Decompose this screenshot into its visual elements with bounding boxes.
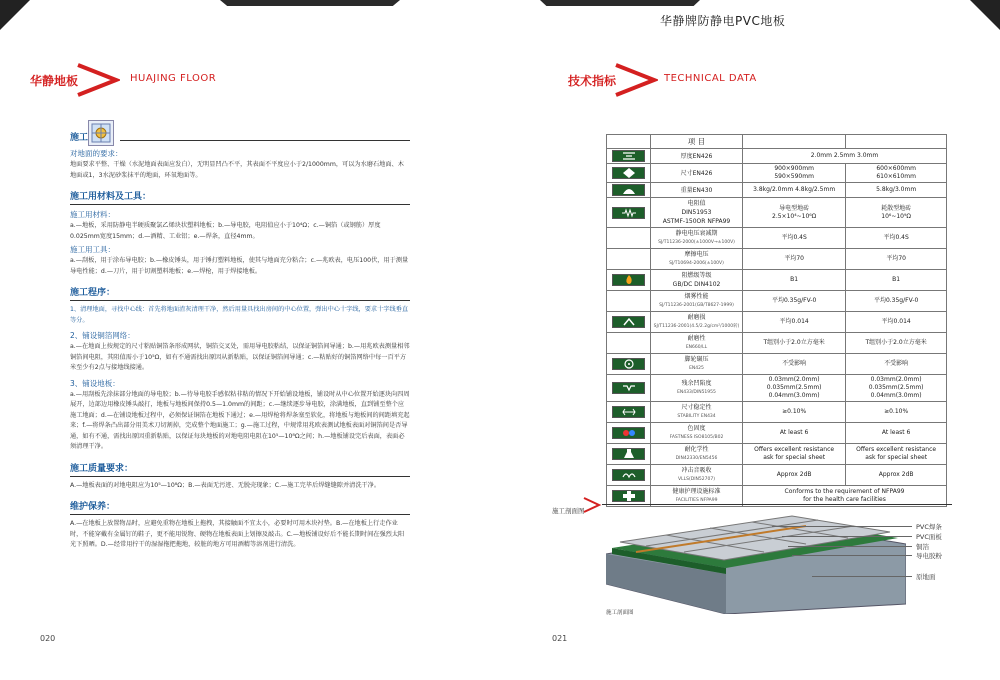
weight-icon [612,184,645,196]
row-name [651,198,743,228]
size-icon [612,167,645,179]
row-value-2: 平均70 [846,249,947,270]
row-value-1: 3.8kg/2.0mm 4.8kg/2.5mm [743,183,846,198]
row-name [651,270,743,291]
tools-text: a.—刮板，用于涂布导电胶；b.—橡皮锤头，用于锤打塑料地板，使其与地面充分粘合；c.—兆欧表，电压100伏，用于测量导电性能；d.—刀片，用于切割塑料地板；e.—焊枪，用于焊接地板。 [70,257,409,275]
stability-icon [612,406,645,418]
row-name [651,402,743,423]
row-icon-cell [607,183,651,198]
row-value-2: 平均0.4S [846,228,947,249]
row-standard: EN425 [689,366,704,371]
row-standard: SJ/T10694-2006(±100V) [669,261,724,266]
left-section-en: HUAJING FLOOR [130,73,217,84]
row-icon-cell [607,312,651,333]
top-bar-right [540,0,700,6]
row-standard: SJ/T11236-2001(4.5/2.2g/cm²/1000转) [653,324,740,329]
layer-label: 原地面 [916,573,936,581]
row-standard: EN433/DIN51955 [677,390,716,395]
row-value-1: Offers excellent resistance ask for special sheet [743,444,846,465]
row-standard: FASTNESS ISO8105/B02 [669,435,724,440]
title-fragment: 施工 [70,133,89,143]
table-header: 项 目 [651,135,743,149]
step-3-text: a.—用刮板先涂抹部分地面的导电胶；b.—待导电胶手感似粘非粘的情况下开始铺设地板，铺设时从中心位置开始逐块向四周展开，边部边用橡皮锤头敲打，地板与地板间保持0.5—1.0mm的间距；c.—继续逐步导电胶，涂满地板，直到铺至整个应施工地面；d.—在铺设地板过程中，必须保证铜箔在地板下通过；e.—用焊枪将焊条塞至软化，将地板与地板间的间距填充起来；f.—将焊条凸出部分用美术刀切割掉，完成整个地面施工；g.—施工过程，中规常用兆欧表测试地板表面对铜箔间是否导通，如有不通，需找出原因重新粘贴，以保证每块地板的对地电阻电阻在10⁵—10⁸Ω之间；h.—地板铺设完后表面，表面必须清理干净。 [70,390,410,450]
row-icon-cell [607,423,651,444]
row-icon-cell [607,164,651,183]
row-name-text: 色固度 [687,425,706,432]
row-name [651,149,743,164]
row-name-text: 厚度EN426 [680,152,713,160]
row-name [651,164,743,183]
row-icon-cell [607,198,651,228]
row-value-2: 平均0.35g/FV-0 [846,291,947,312]
top-bar-left [220,0,400,6]
row-name [651,423,743,444]
floor-layers-illustration [606,514,906,614]
left-section-heading [30,60,290,100]
row-value-2: Approx 2dB [846,465,947,486]
chevron-icon [582,496,602,514]
leader-line [782,536,912,537]
table-row [607,228,947,249]
row-icon-cell [607,249,651,270]
table-row [607,465,947,486]
table-row [607,444,947,465]
row-icon-cell [607,228,651,249]
row-name-text: 烟雾性能 [684,293,709,300]
layer-label: PVC面板 [916,533,942,541]
table-row [607,270,947,291]
chemical-icon [612,448,645,460]
leader-line [788,546,912,547]
materials-sub: 施工用材料： [70,210,115,219]
table-row [607,149,947,164]
row-value-2: Offers excellent resistance ask for special sheet [846,444,947,465]
row-value-1: 平均0.35g/FV-0 [743,291,846,312]
fire-icon [612,274,645,286]
row-icon-cell [607,402,651,423]
table-row [607,312,947,333]
materials-text: a.—地板，采用防静电半硬质聚氯乙烯块状塑料地板；b.—导电胶，电阻值应小于10⁴Ω；c.—铜箔（或钢筋）厚度0.025mm宽度15mm；d.—酒精、工业铝；e.—焊条，直径4mm。 [70,222,381,240]
row-value-1: B1 [743,270,846,291]
row-value-2: 耗散型地砖 10⁶~10⁹Ω [846,198,947,228]
logo-icon [88,120,114,146]
row-value-1: Approx 2dB [743,465,846,486]
row-standard: EN660/LL [685,345,708,350]
process-title: 施工程序： [70,285,410,301]
table-row [607,183,947,198]
row-name [651,444,743,465]
table-row [607,291,947,312]
row-value-1: T组别小于2.0立方毫米 [743,333,846,354]
corner-decoration-left [0,0,30,30]
resistance-icon [612,207,645,219]
row-value-2: At least 6 [846,423,947,444]
row-icon-cell [607,465,651,486]
leader-line [792,555,912,556]
row-name-text: 电阻值 DIN51953 ASTMF-150OR NFPA99 [662,200,731,225]
row-standard: SJ/T11236-2001(GB/T8627-1999) [659,303,734,308]
step-1: 1、清理地面，寻找中心线：首先将地面渣灰清理干净，然后用量具找出房间的中心位置，弹出中心十字线，要求十字线垂直等分。 [70,306,409,324]
diagram-caption: 施工剖面图 [606,610,634,616]
table-row [607,333,947,354]
row-icon-cell [607,375,651,402]
row-value-1: 2.0mm 2.5mm 3.0mm [743,149,947,164]
impact-icon [612,469,645,481]
row-name-text: 冲击音吸收 [681,467,712,474]
left-page-number: 020 [40,634,56,643]
row-value-2: T组别小于2.0立方毫米 [846,333,947,354]
row-standard: SJ/T11236-2000(±1000V→±100V) [658,240,735,245]
row-value-2: 不受影响 [846,354,947,375]
chevron-icon [614,62,658,98]
step-2-text: a.—在地面上按规定的尺寸粘贴铜箔条形成网状，铜箔交叉处，需用导电胶粘结，以保证铜箔间导通；b.—用兆欧表测量相邻铜箔间电阻，其阻值需小于10⁵Ω，如有不通需找出原因从新粘贴，以保证铜箔间导通；c.—粘贴好的铜箔网络中每一百平方米至少有2点与接地线接通。 [70,343,410,371]
table-row [607,198,947,228]
materials-title: 施工用材料及工具： [70,189,410,205]
row-name-text: 脚轮碾压 [684,356,709,363]
row-standard: VLLS(DIN52707) [678,477,715,482]
row-value-1: 0.03mm(2.0mm) 0.035mm(2.5mm) 0.04mm(3.0mm) [743,375,846,402]
row-standard: FACILITIES NFPA99 [675,498,718,503]
chevron-icon [76,62,120,98]
row-value-1: 平均70 [743,249,846,270]
diagram-title: 施工剖面图 [552,507,585,515]
row-name [651,465,743,486]
row-value-1: 导电型地砖 2.5×10⁴~10⁶Ω [743,198,846,228]
color-icon [612,427,645,439]
row-icon-cell [607,291,651,312]
row-value-1: Conforms to the requirement of NFPA99 for the health care facilities [743,486,947,507]
maintenance-text: A.—在地板上放置物品时，应避免重物在地板上拖拽，其接触面不宜太小，必要时可用木块衬垫。B.—在地板上行走作业时，不能穿戴有金属钉的鞋子，更不能用锐物、硬物在地板表面上划擦及敲击。C.—地板铺设好后不能长期时间在强烈太阳光下照晒。D.—经常用拧干的湿湿拖把拖地，较脏的地方可用酒精等溶剂进行清洗。 [70,520,405,548]
table-row [607,402,947,423]
row-name [651,354,743,375]
row-value-1: 不受影响 [743,354,846,375]
row-value-1: ≥0.10% [743,402,846,423]
row-value-2: 600×600mm 610×610mm [846,164,947,183]
right-section-heading [568,60,828,100]
cross-section-diagram [552,496,952,626]
row-value-2: B1 [846,270,947,291]
right-section-en: TECHNICAL DATA [664,73,757,84]
brand-title: 华静牌防静电PVC地板 [660,14,786,28]
ground-req-title: 对地面的要求： [70,149,123,158]
dent-icon [612,382,645,394]
quality-title: 施工质量要求： [70,461,410,477]
row-name [651,312,743,333]
left-title-row [70,120,410,146]
tools-sub: 施工用工具： [70,245,115,254]
row-value-2: 5.8kg/3.0mm [846,183,947,198]
row-value-1: 900×900mm 590×590mm [743,164,846,183]
table-row [607,375,947,402]
right-page-number: 021 [552,634,568,643]
wheel-icon [612,358,645,370]
row-name [651,228,743,249]
row-icon-cell [607,333,651,354]
maintenance-title: 维护保养： [70,499,410,515]
row-value-1: At least 6 [743,423,846,444]
row-name [651,375,743,402]
table-row [607,354,947,375]
left-content [70,120,410,551]
wear-icon [612,316,645,328]
layer-label: PVC焊条 [916,523,942,531]
row-value-1: 平均0.4S [743,228,846,249]
corner-decoration-right [970,0,1000,30]
technical-data-table [606,134,947,507]
row-icon-cell [607,444,651,465]
diagram-rule [602,504,952,505]
ground-req-text: 地面要求平整、干燥（水泥地面表面应发白），无明显凹凸不平，其表面不平度应小于2/1000mm，可以为水磨石地面、木地面或1，3水泥砂浆抹平的地面，环氧地面等。 [70,161,404,179]
row-name-text: 阻燃级等级 GB/DC DIN4102 [672,272,721,288]
row-standard: STABILITY EN434 [677,414,716,419]
table-row [607,249,947,270]
table-header-row [607,135,947,149]
row-value-1: 平均0.014 [743,312,846,333]
step-3: 3、铺设地板： [70,378,120,388]
row-name [651,249,743,270]
row-name-text: 摩擦电压 [684,251,709,258]
step-2: 2、铺设铜箔网络： [70,331,135,340]
row-value-2: 平均0.014 [846,312,947,333]
row-value-2: 0.03mm(2.0mm) 0.035mm(2.5mm) 0.04mm(3.0mm) [846,375,947,402]
thickness-icon [612,150,645,162]
row-name-text: 重量EN430 [680,186,713,194]
layer-label: 导电胶粉 [916,552,942,560]
row-name-text: 耐磨损 [687,314,706,321]
row-name [651,333,743,354]
row-name-text: 耐磨性 [687,335,706,342]
row-icon-cell [607,270,651,291]
title-underline [120,140,410,141]
table-row [607,423,947,444]
row-icon-cell [607,354,651,375]
row-name-text: 尺寸EN426 [680,169,713,177]
row-name-text: 健康护理设施标准 [672,488,721,495]
left-section-cn: 华静地板 [30,74,79,88]
quality-text: A.—地板表面的对地电阻应为10⁵—10⁸Ω；B.—表面无污迹、无脱壳现象；C.—施工完毕后焊缝缝隙并清洗干净。 [70,481,381,489]
table-row [607,164,947,183]
row-name-text: 耐化学性 [684,446,709,453]
right-section-cn: 技术指标 [568,74,617,88]
row-name [651,183,743,198]
leader-line [772,526,912,527]
row-name-text: 残余凹陷度 [681,380,712,387]
row-name-text: 尺寸稳定性 [681,404,712,411]
row-standard: DIN42330/EN5456 [675,456,718,461]
row-name [651,291,743,312]
row-value-2: ≥0.10% [846,402,947,423]
leader-line [812,576,912,577]
row-icon-cell [607,149,651,164]
layer-label: 铜箔 [916,543,929,551]
row-name-text: 静电电压衰减期 [675,230,718,237]
